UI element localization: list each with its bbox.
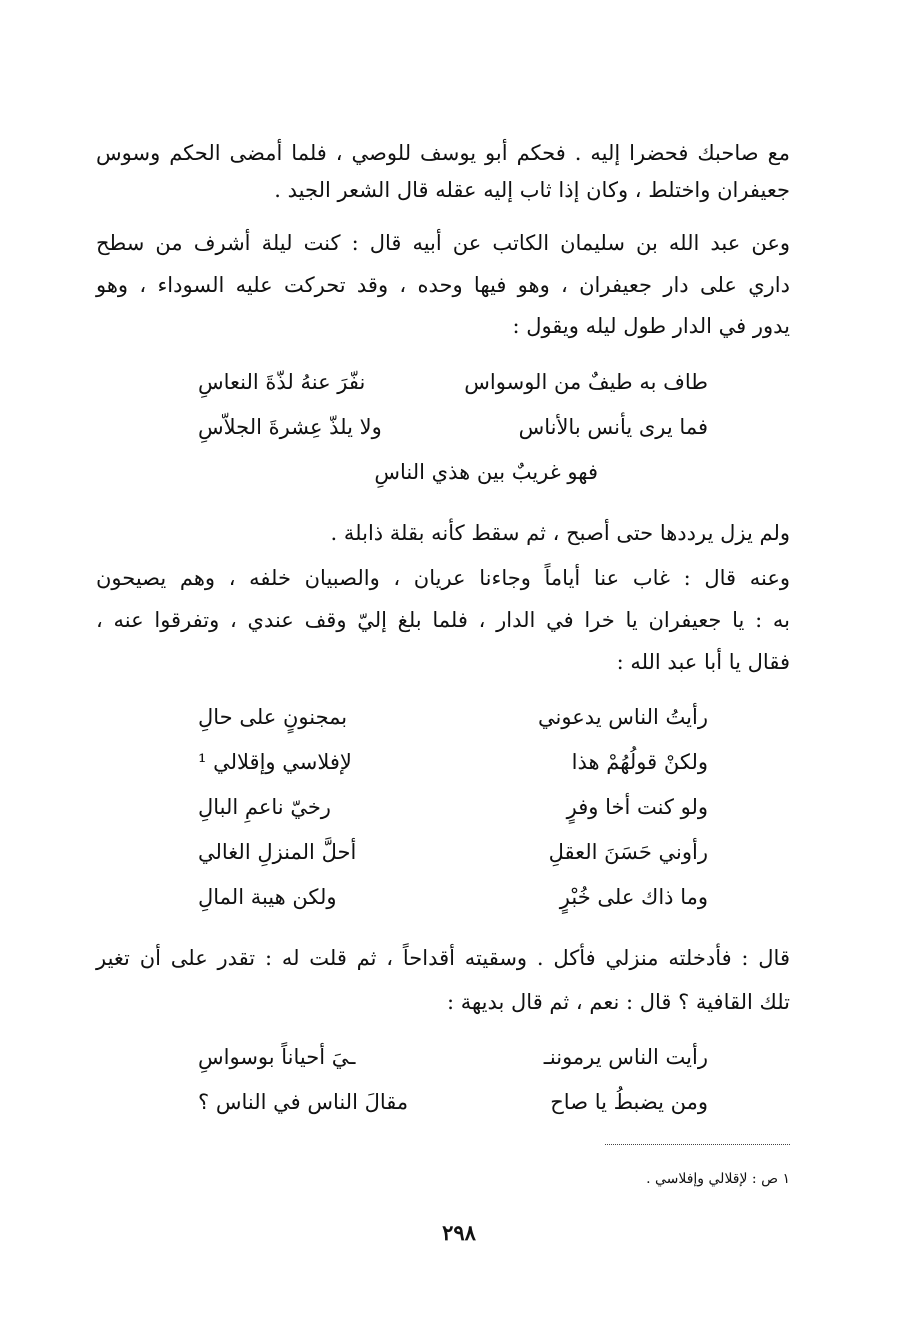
paragraph-line: جعيفران واختلط ، وكان إذا ثاب إليه عقله قال الشعر الجيد . (274, 178, 790, 202)
paragraph-line: داري على دار جعيفران ، وهو فيها وحده ، وقد تحركت عليه السوداء ، وهو (96, 273, 790, 297)
paragraph-line: مع صاحبك فحضرا إليه . فحكم أبو يوسف للوصي ، فلما أمضى الحكم وسوس (96, 141, 790, 165)
verse-second-hemistich: ولا يلذّ عِشرةَ الجلاّسِ (198, 415, 382, 439)
poem-verse (198, 880, 708, 914)
paragraph-line: وعن عبد الله بن سليمان الكاتب عن أبيه قال : كنت ليلة أشرف من سطح (96, 231, 790, 255)
poem-verse (198, 410, 708, 444)
paragraph-line: ولم يزل يرددها حتى أصبح ، ثم سقط كأنه بقلة ذابلة . (330, 521, 790, 545)
paragraph-line: قال : فأدخلته منزلي فأكل . وسقيته أقداحاً ، ثم قلت له : تقدر على أن تغير (96, 946, 790, 970)
verse-first-hemistich: رأوني حَسَنَ العقلِ (548, 840, 708, 864)
verse-second-hemistich: نفّرَ عنهُ لذّةَ النعاسِ (198, 370, 366, 394)
verse-second-hemistich: ولكن هيبة المالِ (198, 885, 337, 909)
verse-first-hemistich: رأيت الناس يرموننـ (543, 1045, 708, 1069)
poem-verse (198, 455, 708, 489)
verse-first-hemistich: طاف به طيفٌ من الوسواس (464, 370, 708, 394)
footnote-separator (605, 1144, 790, 1145)
verse-second-hemistich: لإفلاسي وإقلالي ¹ (198, 750, 352, 774)
poem-verse (198, 700, 708, 734)
paragraph-line: فقال يا أبا عبد الله : (616, 650, 790, 674)
poem-verse (198, 1085, 708, 1119)
paragraph-line: يدور في الدار طول ليله ويقول : (512, 314, 790, 338)
poem-verse (198, 790, 708, 824)
footnote: ١ ص : لإقلالي وإفلاسي . (646, 1171, 790, 1187)
verse-second-hemistich: مقالَ الناس في الناس ؟ (198, 1090, 409, 1114)
poem-verse (198, 1040, 708, 1074)
verse-first-hemistich: وما ذاك على خُبْرٍ (559, 885, 708, 909)
verse-single-line: فهو غريبٌ بين هذي الناسِ (374, 460, 598, 484)
verse-first-hemistich: فما يرى يأنس بالأناس (518, 415, 708, 439)
verse-second-hemistich: أحلَّ المنزلِ الغالي (198, 840, 357, 864)
page-number: ٢٩٨ (442, 1220, 476, 1245)
poem-verse (198, 365, 708, 399)
verse-first-hemistich: رأيتُ الناس يدعوني (538, 705, 708, 729)
verse-second-hemistich: بمجنونٍ على حالِ (198, 705, 348, 729)
paragraph-line: وعنه قال : غاب عنا أياماً وجاءنا عريان ، والصبيان خلفه ، وهم يصيحون (96, 566, 790, 590)
verse-second-hemistich: ـيَ أحياناً بوسواسِ (198, 1045, 356, 1069)
poem-verse (198, 835, 708, 869)
verse-first-hemistich: ولو كنت أخا وفرٍ (566, 795, 708, 819)
verse-first-hemistich: ولكنْ قولُهُمْ هذا (571, 750, 708, 774)
verse-second-hemistich: رخيّ ناعمِ البالِ (198, 795, 331, 819)
verse-first-hemistich: ومن يضبطُ يا صاح (550, 1090, 708, 1114)
paragraph-line: تلك القافية ؟ قال : نعم ، ثم قال بديهة : (446, 990, 790, 1014)
poem-verse (198, 745, 708, 779)
paragraph-line: به : يا جعيفران يا خرا في الدار ، فلما بلغ إليّ وقف عندي ، وتفرقوا عنه ، (96, 608, 790, 632)
